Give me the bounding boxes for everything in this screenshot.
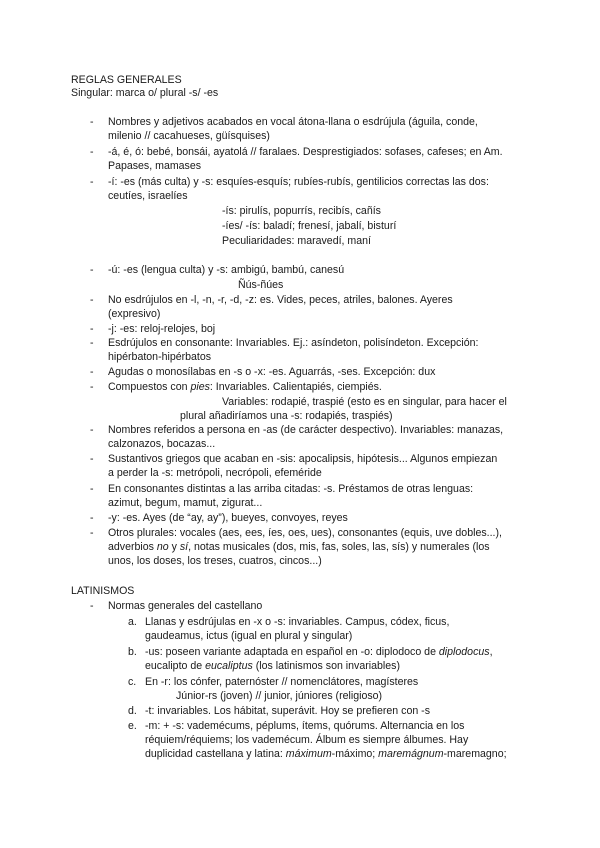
rule-text: Nombres y adjetivos acabados en vocal átona-llana o esdrújula (águila, conde, (108, 116, 478, 128)
bullet-dash: - (90, 294, 94, 306)
section-heading-reglas: REGLAS GENERALES (71, 74, 182, 86)
rule-text-italic: sí (179, 541, 189, 553)
bullet-dash: - (90, 483, 94, 495)
rule-text: -j: -es: reloj-relojes, boj (108, 323, 216, 335)
section-heading-latinismos: LATINISMOS (71, 585, 135, 597)
rule-text: hipérbaton-hipérbatos (108, 351, 212, 363)
latin-rule-text: -t: invariables. Los hábitat, superávit. Hoy se prefieren con -s (145, 705, 430, 717)
rule-text: unos, los doses, los treses, cuatros, cincos...) (108, 555, 322, 567)
bullet-dash: - (90, 264, 94, 276)
latin-rule-text: Júnior-rs (joven) // junior, júniores (religioso) (176, 690, 383, 702)
rule-text: En consonantes distintas a las arriba citadas: -s. Préstamos de otras lenguas: (108, 483, 474, 495)
rule-text: Otros plurales: vocales (aes, ees, íes, oes, ues), consonantes (equis, uve dobles...), (108, 527, 502, 539)
rule-text-italic: maremágnum (378, 748, 444, 760)
bullet-dash: - (90, 453, 94, 465)
rule-text-italic: no (156, 541, 169, 553)
rule-subline: -íes/ -ís: baladí; frenesí, jabalí, bisturí (222, 220, 397, 232)
rule-text-italic: pies (190, 381, 210, 393)
rule-text: Esdrújulos en consonante: Invariables. Ej.: asíndeton, polisíndeton. Excepción: (108, 337, 479, 349)
rule-text-part: eucalipto de (145, 660, 206, 672)
rule-subline: -ís: pirulís, popurrís, recibís, cañís (222, 205, 381, 217)
list-marker: c. (128, 676, 137, 688)
rule-text: Papases, mamases (108, 160, 202, 172)
latin-rule-text: réquiem/réquiems; los vademécum. Álbum es siempre álbumes. Hay (145, 734, 469, 746)
rule-text-part: : Invariables. Calientapiés, ciempiés. (209, 381, 382, 393)
rule-text: Nombres referidos a persona en -as (de carácter despectivo). Invariables: manazas, (108, 424, 504, 436)
latin-norms-title: Normas generales del castellano (108, 600, 263, 612)
rule-text: a perder la -s: metrópoli, necrópoli, efeméride (108, 467, 322, 479)
rule-text: (expresivo) (108, 308, 161, 320)
latin-rule-text: En -r: los cónfer, paternóster // nomenclátores, magísteres (145, 676, 419, 688)
rule-text (108, 541, 490, 554)
rule-subline: plural añadiríamos una -s: rodapiés, traspiés) (180, 410, 393, 422)
bullet-dash: - (90, 512, 94, 524)
rule-text-part: -máximo; (331, 748, 379, 760)
list-marker: b. (128, 646, 137, 658)
rule-text-part: -us: poseen variante adaptada en español en -o: diplodoco de (145, 646, 439, 658)
latin-rule-text (145, 660, 400, 673)
bullet-dash: - (90, 146, 94, 158)
rule-text-part: , (489, 646, 493, 658)
bullet-dash: - (90, 366, 94, 378)
rule-subline: Variables: rodapié, traspié (esto es en singular, para hacer el (222, 396, 507, 408)
rule-text: -ú: -es (lengua culta) y -s: ambigú, bambú, canesú (108, 264, 345, 276)
rule-text: azimut, begum, mamut, zigurat... (108, 497, 263, 509)
rule-text-italic: diplodocus (438, 646, 490, 658)
list-marker: e. (128, 720, 137, 732)
latin-rule-text: gaudeamus, ictus (igual en plural y singular) (145, 630, 353, 642)
latin-rule-text: -m: + -s: vademécums, péplums, ítems, quórums. Alternancia en los (145, 720, 465, 732)
latin-rule-text (145, 748, 507, 761)
bullet-dash: - (90, 176, 94, 188)
bullet-dash: - (90, 424, 94, 436)
rule-text-part: -maremagno; (443, 748, 507, 760)
rule-text: Sustantivos griegos que acaban en -sis: apocalipsis, hipótesis... Algunos empiezan (108, 453, 498, 465)
bullet-dash: - (90, 527, 94, 539)
list-marker: a. (128, 616, 137, 628)
rule-text: milenio // cacahueses, güísquises) (108, 130, 270, 142)
rule-text: Agudas o monosílabas en -s o -x: -es. Aguarrás, -ses. Excepción: dux (108, 366, 436, 378)
bullet-dash: - (90, 600, 94, 612)
rule-text-part: , notas musicales (dos, mis, fas, soles, las, sís) y numerales (los (188, 541, 490, 553)
bullet-dash: - (90, 323, 94, 335)
rule-text: -í: -es (más culta) y -s: esquíes-esquís; rubíes-rubís, gentilicios correctas las dos: (108, 176, 489, 188)
rule-text: -á, é, ó: bebé, bonsái, ayatolá // faralaes. Desprestigiados: sofases, cafeses; en Am. (108, 146, 503, 158)
bullet-dash: - (90, 116, 94, 128)
rule-text: calzonazos, bocazas... (108, 438, 216, 450)
rule-text-part: adverbios (108, 541, 157, 553)
rule-text (108, 381, 382, 394)
section-subheading: Singular: marca o/ plural -s/ -es (71, 87, 219, 99)
rule-text-part: (los latinismos son invariables) (252, 660, 400, 672)
rule-text-part: Compuestos con (108, 381, 191, 393)
rule-subline: Ñús-ñúes (238, 279, 284, 291)
latin-rule-text (145, 646, 493, 659)
bullet-dash: - (90, 381, 94, 393)
rule-subline: Peculiaridades: maravedí, maní (222, 235, 371, 247)
rule-text-italic: máximum (285, 748, 332, 760)
list-marker: d. (128, 705, 137, 717)
latin-rule-text: Llanas y esdrújulas en -x o -s: invariables. Campus, códex, ficus, (145, 616, 450, 628)
rule-text: ceutíes, israelíes (108, 190, 188, 202)
rule-text-italic: eucaliptus (205, 660, 253, 672)
rule-text-part: duplicidad castellana y latina: (145, 748, 286, 760)
rule-text: No esdrújulos en -l, -n, -r, -d, -z: es. Vides, peces, atriles, balones. Ayeres (108, 294, 453, 306)
rule-text-part: y (168, 541, 180, 553)
bullet-dash: - (90, 337, 94, 349)
rule-text: -y: -es. Ayes (de “ay, ay”), bueyes, convoyes, reyes (108, 512, 348, 524)
